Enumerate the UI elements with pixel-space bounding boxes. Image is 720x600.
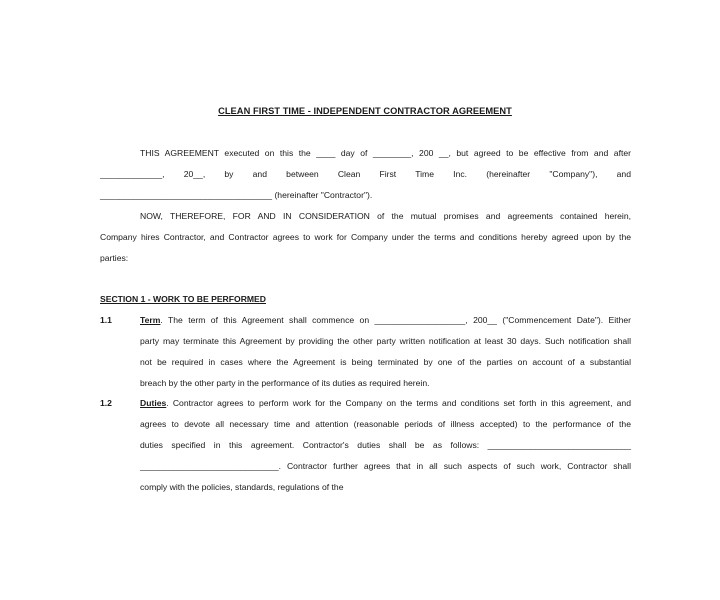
clause-1-2-line-3: duties specified in this agreement. Contractor's duties shall be as follows: ______________________________ xyxy=(140,440,631,450)
clause-1-2-line-5: comply with the policies, standards, regulations of the xyxy=(140,482,344,492)
intro-line-3: ____________________________________ (hereinafter "Contractor"). xyxy=(100,190,373,200)
clause-1-2-number: 1.2 xyxy=(100,398,112,408)
clause-1-2-first-text: . Contractor agrees to perform work for the Company on the terms and conditions set forth in this agreement, and xyxy=(166,398,631,408)
clause-1-1-first-text: . The term of this Agreement shall commence on ___________________, 200__ ("Commencement Date"). Either xyxy=(160,315,631,325)
clause-1-2-first-line xyxy=(140,398,631,409)
recital-line-1: NOW, THEREFORE, FOR AND IN CONSIDERATION of the mutual promises and agreements contained herein, xyxy=(140,211,631,221)
clause-1-2-line-4: _____________________________. Contractor further agrees that in all such aspects of such work, Contractor shall xyxy=(140,461,631,471)
section-1-heading: SECTION 1 - WORK TO BE PERFORMED xyxy=(100,294,266,304)
recital-line-3: parties: xyxy=(100,253,129,263)
clause-1-2-term: Duties xyxy=(140,398,167,408)
intro-line-2: _____________, 20__, by and between Clean First Time Inc. (hereinafter "Company"), and xyxy=(100,169,631,179)
clause-1-2-line-2: agrees to devote all necessary time and attention (reasonable periods of illness accepted) to the performance of the xyxy=(140,419,631,429)
clause-1-1-line-4: breach by the other party in the performance of its duties as required herein. xyxy=(140,378,430,388)
clause-1-1-term: Term xyxy=(140,315,161,325)
clause-1-1-line-2: party may terminate this Agreement by providing the other party written notification at least 30 days. Such notification shall xyxy=(140,336,631,346)
recital-line-2: Company hires Contractor, and Contractor agrees to work for Company under the terms and conditions hereby agreed upon by the xyxy=(100,232,631,242)
clause-1-1-line-3: not be required in cases where the Agreement is being terminated by one of the parties on account of a substantial xyxy=(140,357,631,367)
clause-1-1-number: 1.1 xyxy=(100,315,112,325)
document-title: CLEAN FIRST TIME - INDEPENDENT CONTRACTOR AGREEMENT xyxy=(218,106,512,116)
clause-1-1-first-line xyxy=(140,315,631,326)
intro-line-1: THIS AGREEMENT executed on this the ____ day of ________, 200 __, but agreed to be effective from and after xyxy=(140,148,631,158)
